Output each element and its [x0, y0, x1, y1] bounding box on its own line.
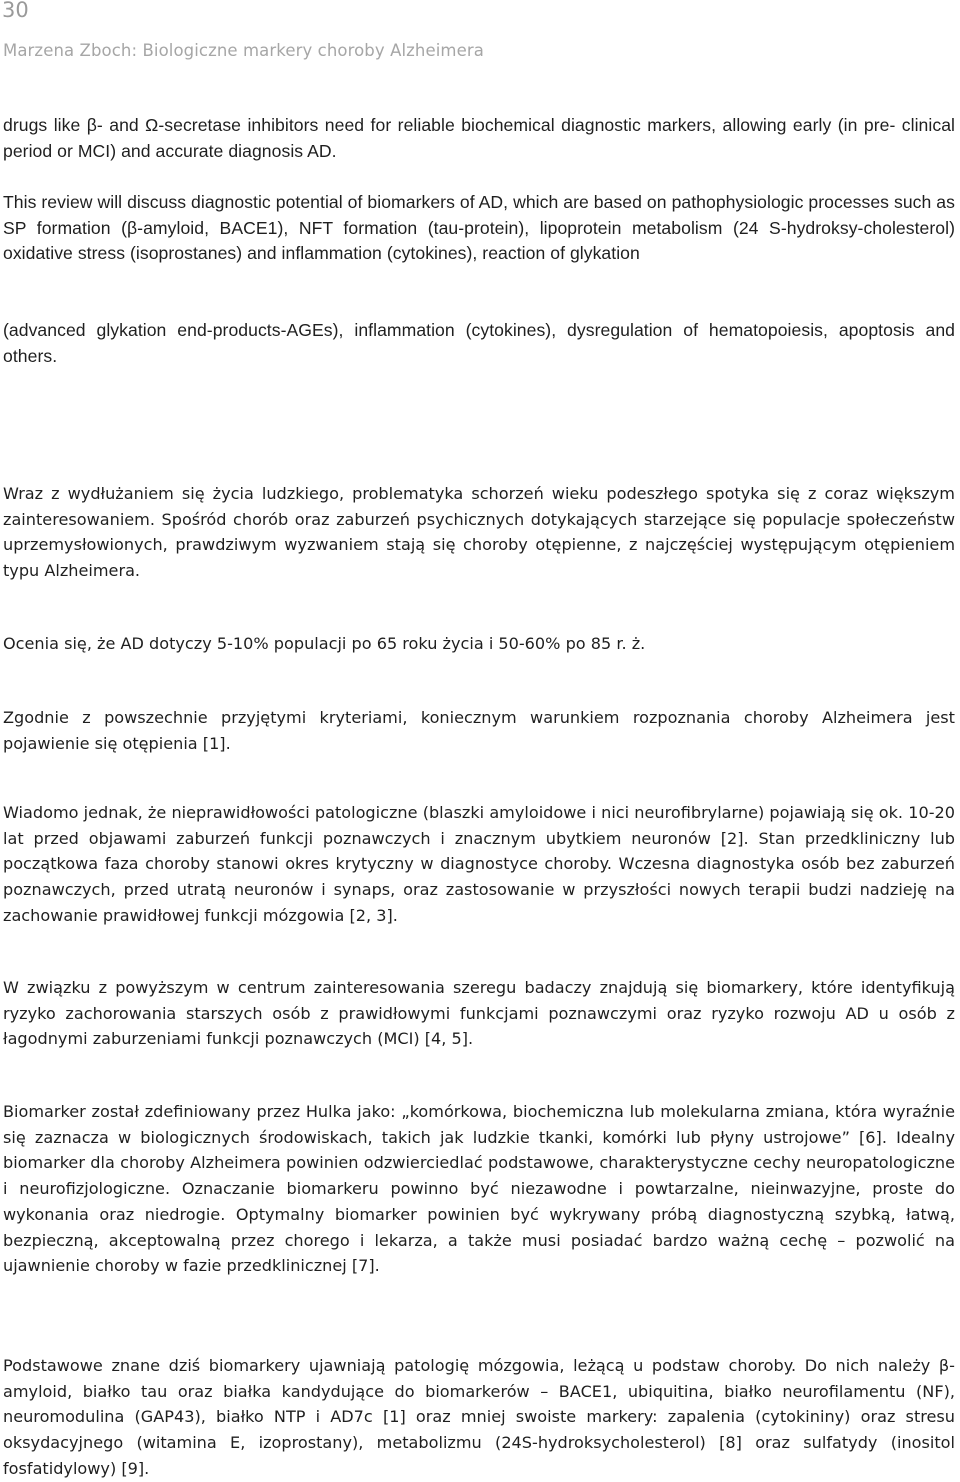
page-number: 30: [2, 0, 29, 22]
paragraph-introduction: Wraz z wydłużaniem się życia ludzkiego, problematyka schorzeń wieku podeszłego spotyka się z coraz większym zainteresowaniem. Spośród chorób oraz zaburzeń psychicznych dotykających starzejące się populacje społeczeństw uprzemysłowionych, prawdziwym wyzwaniem stają się choroby otępienne, z najczęściej występującym otępieniem typu Alzheimera.: [3, 484, 955, 581]
running-head: Marzena Zboch: Biologiczne markery choroby Alzheimera: [3, 41, 484, 60]
paragraph-glykation: (advanced glykation end-products-AGEs), inflammation (cytokines), dysregulation of hematopoiesis, apoptosis and others.: [3, 320, 955, 366]
paragraph-biomarker-definition: Biomarker został zdefiniowany przez Hulka jako: „komórkowa, biochemiczna lub molekularna zmiana, która wyraźnie się zaznacza w biologicznych środowiskach, takich jak ludzkie tkanki, komórki lub płyny ustrojowe” [6]. Idealny biomarker dla choroby Alzheimera powinien odzwierciedlać podstawowe, charakterystyczne cechy neuropatologiczne i neurofizjologiczne. Oznaczanie biomarkeru powinno być niezawodne i powtarzalne, nieinwazyjne, proste do wykonania oraz niedrogie. Optymalny biomarker powinien być wykrywany próbą diagnostyczną szybką, łatwą, bezpieczną, akceptowalną przez chorego i lekarza, a także musi posiadać bardzo ważną cechę – pozwolić na ujawnienie choroby w fazie przedklinicznej [7].: [3, 1102, 955, 1276]
paragraph-biomarker-focus: W związku z powyższym w centrum zainteresowania szeregu badaczy znajdują się biomarkery, które identyfikują ryzyko zachorowania starszych osób z prawidłowymi funkcjami poznawczymi oraz ryzyko rozwoju AD u osób z łagodnymi zaburzeniami funkcji poznawczych (MCI) [4, 5].: [3, 978, 955, 1049]
paragraph-known-biomarkers: Podstawowe znane dziś biomarkery ujawniają patologię mózgowia, leżącą u podstaw choroby. Do nich należy β- amyloid, białko tau oraz białka kandydujące do biomarkerów – BACE1, ubiquitina, białko neurofilamentu (NF), neuromodulina (GAP43), białko NTP i AD7c [1] oraz mniej swoiste markery: zapalenia (cytokininy) oraz stresu oksydacyjnego (witamina E, izoprostany), metabolizmu (24S-hydroksycholesterol) [8] oraz sulfatydy (inositol fosfatidylowy) [9].: [3, 1356, 955, 1478]
paragraph-prevalence: Ocenia się, że AD dotyczy 5-10% populacji po 65 roku życia i 50-60% po 85 r. ż.: [3, 634, 646, 653]
paragraph-pathology: Wiadomo jednak, że nieprawidłowości patologiczne (blaszki amyloidowe i nici neurofibrylarne) pojawiają się ok. 10-20 lat przed objawami zaburzeń funkcji poznawczych i znacznym ubytkiem neuronów [2]. Stan przedkliniczny lub początkowa faza choroby stanowi okres krytyczny w diagnostyce choroby. Wczesna diagnostyka osób bez zaburzeń poznawczych, przed utratą neuronów i synaps, oraz zastosowanie w przyszłości nowych terapii budzi nadzieję na zachowanie prawidłowej funkcji mózgowia [2, 3].: [3, 803, 955, 925]
paragraph-review: This review will discuss diagnostic potential of biomarkers of AD, which are based on pathophysiologic processes such as SP formation (β-amyloid, BACE1), NFT formation (tau-protein), lipoprotein metabolism (24 S-hydroksy-cholesterol) oxidative stress (isoprostanes) and inflammation (cytokines), reaction of glykation: [3, 192, 955, 264]
paragraph-drugs: drugs like β- and Ω-secretase inhibitors need for reliable biochemical diagnostic markers, allowing early (in pre- clinical period or MCI) and accurate diagnosis AD.: [3, 115, 955, 161]
paragraph-criteria: Zgodnie z powszechnie przyjętymi kryteriami, koniecznym warunkiem rozpoznania choroby Alzheimera jest pojawienie się otępienia [1].: [3, 708, 955, 753]
